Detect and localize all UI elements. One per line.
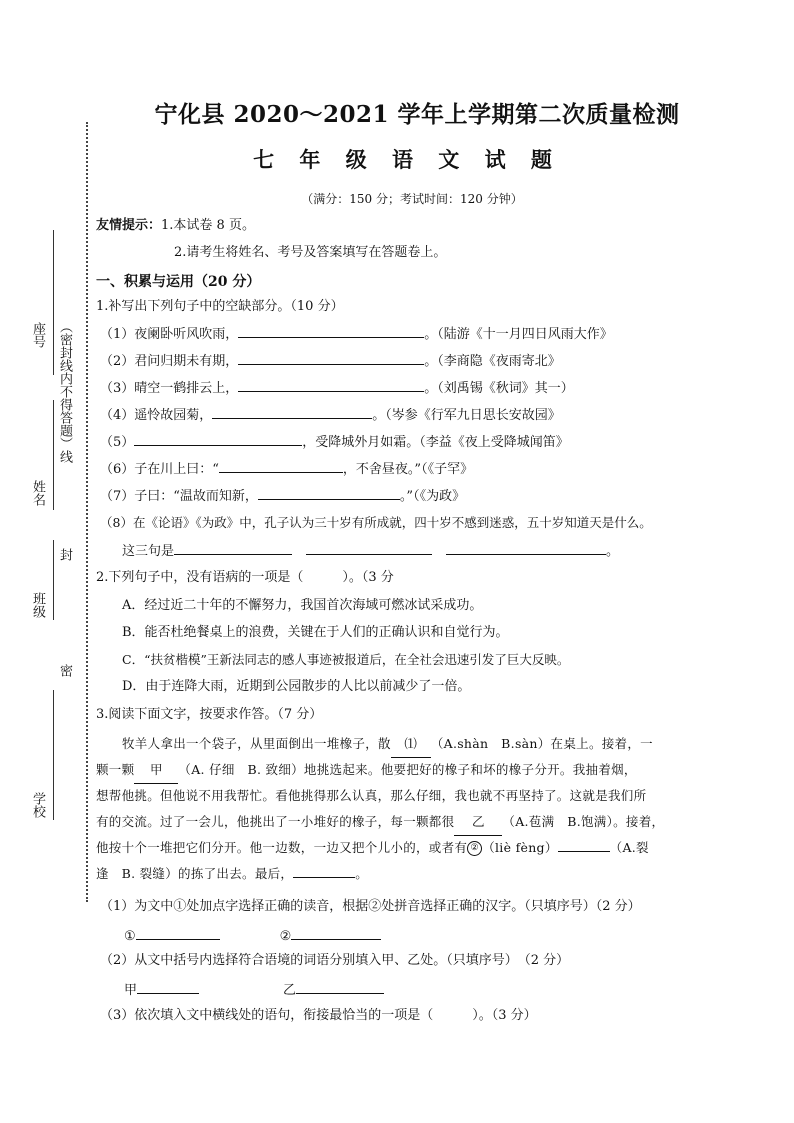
- q1-item-4: [100, 405, 561, 425]
- exam-title: 宁化县 2020～2021 学年上学期第二次质量检测: [154, 101, 680, 128]
- passage-line-3: 想帮他挑。但他说不用我帮忙。看他挑得那么认真，那么仔细，我也就不再坚持了。这就是我们所: [96, 788, 647, 803]
- passage-5b: （liè fèng）: [482, 840, 558, 855]
- exam-meta: （满分：150 分；考试时间：120 分钟）: [301, 192, 523, 206]
- passage-blank-2[interactable]: [558, 838, 610, 852]
- q1-item-6: [100, 459, 473, 479]
- school-underline: [53, 690, 54, 820]
- exam-subtitle: 七 年 级 语 文 试 题: [253, 147, 561, 172]
- q1-item-1: [100, 324, 613, 344]
- passage-1b: （A.shàn B.sàn）在桌上。接着，一: [430, 736, 653, 751]
- q3-sub-2: （2）从文中括号内选择符合语境的词语分别填入甲、乙处。（只填序号） （2 分）: [100, 953, 570, 968]
- q1-item-7-pre: （7）子曰：“温故而知新，: [100, 489, 258, 504]
- passage-2a: 颗一颗: [96, 762, 135, 777]
- passage-4a: 有的交流。过了一会儿，他挑出了一小堆好的橡子，每一颗都很: [96, 814, 455, 829]
- jia-mark: 甲: [150, 762, 163, 777]
- q2-option-a: A．经过近二十年的不懈努力，我国首次海域可燃冰试采成功。: [122, 598, 483, 613]
- sub2-a-blank[interactable]: [137, 980, 199, 994]
- passage-6-end: 。: [355, 866, 369, 881]
- school-label: 学校: [30, 792, 45, 818]
- q1-answer-blank-8c[interactable]: [446, 541, 606, 555]
- mark-1: ⑴: [404, 736, 418, 751]
- section-heading: 一、积累与运用（20 分）: [96, 274, 261, 290]
- passage-line-2: [96, 757, 637, 784]
- q3-sub-3: （3）依次填入文中横线处的语句，衔接最恰当的一项是（ ）。（3 分）: [100, 1008, 537, 1023]
- q1-item-3: [100, 378, 574, 398]
- tip-1: 1.本试卷 8 页。: [161, 218, 255, 233]
- passage-1a: 牧羊人拿出一个袋子，从里面倒出一堆橡子，散: [122, 736, 391, 751]
- q1-item-2-post: 。（李商隐《夜雨寄北》: [424, 354, 561, 369]
- seal-note: （密封线内不得答题）: [57, 320, 72, 450]
- binding-dotted-line: [86, 122, 88, 902]
- name-underline: [53, 400, 54, 510]
- sub2-b-label: 乙: [283, 983, 297, 998]
- passage-5a: 他按十个一堆把它们分开。他一边数，一边又把个儿小的，或者有: [96, 840, 468, 855]
- passage-6a: 逢 B. 裂缝）的拣了出去。最后，: [96, 866, 294, 881]
- q1-item-8-answer: [122, 541, 619, 561]
- seat-underline: [53, 230, 54, 375]
- passage-line-1: [122, 731, 653, 758]
- tip-2: 2.请考生将姓名、考号及答案填写在答题卷上。: [174, 245, 447, 260]
- q1-item-3-pre: （3）晴空一鹤排云上，: [100, 381, 239, 396]
- q1-answer-blank-8a[interactable]: [174, 541, 292, 555]
- q2-option-b: B．能否杜绝餐桌上的浪费，关键在于人们的正确认识和自觉行为。: [122, 625, 509, 640]
- q3-stem: 3.阅读下面文字，按要求作答。（7 分）: [96, 707, 323, 722]
- q1-item-5-post: ，受降城外月如霜。（李益《夜上受降城闻笛》: [302, 435, 569, 450]
- q1-item-5-pre: （5）: [100, 435, 135, 450]
- secret-char: 密: [57, 664, 72, 677]
- sub1-a-label: ①: [124, 929, 136, 944]
- class-label: 班级: [30, 592, 45, 618]
- passage-2b: （A. 仔细 B. 致细）地挑选起来。他要把好的橡子和坏的橡子分开。我抽着烟，: [178, 762, 637, 777]
- q3-sub-1-answers: [124, 926, 381, 946]
- q2-stem: 2.下列句子中，没有语病的一项是（ ）。（3 分: [96, 570, 394, 585]
- name-label: 姓名: [30, 480, 45, 506]
- class-underline: [53, 540, 54, 620]
- q1-answer-blank-2[interactable]: [238, 351, 424, 365]
- mark-2: ②: [467, 841, 482, 856]
- sub1-b-label: ②: [279, 929, 292, 944]
- q1-answer-blank-3[interactable]: [238, 378, 424, 392]
- passage-line-5: [96, 835, 649, 861]
- q1-item-6-post: ，不舍昼夜。”（《子罕》: [342, 462, 474, 477]
- passage-blank-3[interactable]: [293, 864, 355, 878]
- sub1-b-blank[interactable]: [291, 926, 381, 940]
- q1-item-8: （8）在《论语》《为政》中，孔子认为三十岁有所成就，四十岁不感到迷惑，五十岁知道天是什么。: [100, 515, 652, 530]
- q3-sub-1: （1）为文中①处加点字选择正确的读音，根据②处拼音选择正确的汉字。（只填序号）（2 分）: [100, 899, 641, 914]
- q1-item-7: [100, 486, 465, 506]
- tips-line-1: [96, 217, 255, 235]
- q1-item-4-pre: （4）遥怜故园菊，: [100, 408, 213, 423]
- q1-item-1-pre: （1）夜阑卧听风吹雨，: [100, 327, 239, 342]
- passage-blank-jia[interactable]: [134, 757, 178, 784]
- q1-answer-blank-7[interactable]: [258, 486, 400, 500]
- line-char: 线: [57, 450, 72, 463]
- q1-answer-blank-6[interactable]: [219, 459, 343, 473]
- passage-5c: （A.裂: [609, 840, 649, 855]
- q1-item-7-post: 。”（《为政》: [399, 489, 466, 504]
- q1-item-8-end: 。: [606, 544, 620, 559]
- q1-item-1-post: 。（陆游《十一月四日风雨大作》: [424, 327, 613, 342]
- sub2-b-blank[interactable]: [296, 980, 384, 994]
- q1-answer-blank-1[interactable]: [238, 324, 424, 338]
- q1-answer-blank-5[interactable]: [134, 432, 302, 446]
- passage-blank-yi[interactable]: [454, 809, 502, 836]
- seat-label: 座号: [30, 322, 45, 348]
- q1-answer-blank-8b[interactable]: [306, 541, 432, 555]
- yi-mark: 乙: [472, 814, 485, 829]
- q2-option-d: D．由于连降大雨，近期到公园散步的人比以前减少了一倍。: [122, 679, 471, 694]
- sub2-a-label: 甲: [124, 983, 138, 998]
- q1-item-6-pre: （6）子在川上曰：“: [100, 462, 219, 477]
- q1-item-2: [100, 351, 561, 371]
- passage-line-4: [96, 809, 664, 836]
- q2-option-c: C．“扶贫楷模”王新法同志的感人事迹被报道后，在全社会迅速引发了巨大反映。: [122, 652, 570, 667]
- q1-answer-blank-4[interactable]: [212, 405, 372, 419]
- q1-item-3-post: 。（刘禹锡《秋词》其一）: [424, 381, 574, 396]
- seal-char: 封: [57, 548, 72, 561]
- sub1-a-blank[interactable]: [136, 926, 220, 940]
- q1-item-8-pre: 这三句是: [122, 544, 175, 559]
- passage-blank-1[interactable]: [391, 731, 431, 758]
- q3-sub-2-answers: [124, 980, 384, 1000]
- passage-4b: （A.苞满 B.饱满）。接着，: [502, 814, 665, 829]
- q1-item-4-post: 。（岑参《行军九日思长安故园》: [372, 408, 561, 423]
- q1-item-5: [100, 432, 569, 452]
- q1-stem: 1.补写出下列句子中的空缺部分。（10 分）: [96, 299, 344, 314]
- passage-line-6: [96, 861, 368, 887]
- tips-label: 友情提示：: [96, 218, 162, 233]
- q1-item-2-pre: （2）君问归期未有期，: [100, 354, 239, 369]
